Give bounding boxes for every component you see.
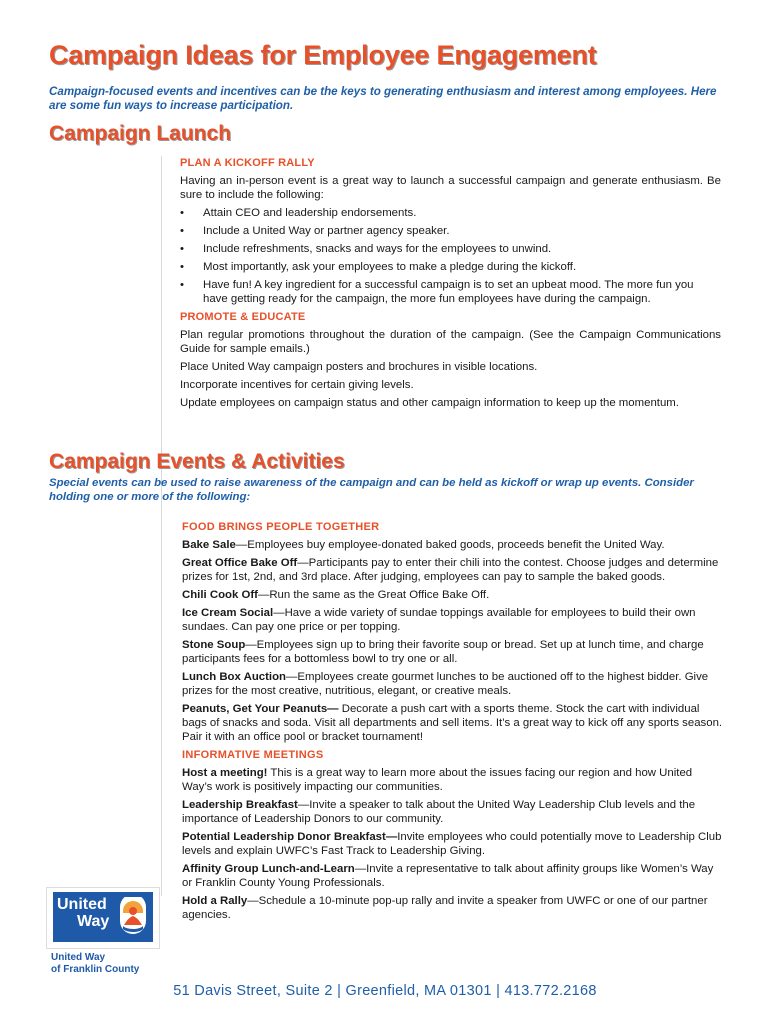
item-name: Potential Leadership Donor Breakfast— (182, 831, 398, 843)
item-separator: — (245, 639, 257, 651)
list-item (182, 670, 724, 698)
list-item: • Include a United Way or partner agency speaker. (180, 224, 721, 238)
item-text: Decorate a push cart with a sports theme. Stock the cart with individual bags of snacks and soda. Visit all departments and sell items. It’s a great way to kick off any sports season. Pair it with an office pool or bracket tournament! (182, 703, 723, 743)
logo-background (53, 892, 153, 942)
campaign-events-section (182, 520, 724, 926)
promote-heading: PROMOTE & EDUCATE (180, 311, 306, 323)
list-item (182, 556, 724, 584)
logo-wordmark (57, 896, 117, 930)
item-name: Ice Cream Social (182, 607, 274, 619)
united-way-emblem-icon (117, 897, 149, 937)
list-item (182, 798, 724, 826)
item-separator: — (285, 671, 298, 683)
item-name: Chili Cook Off (182, 589, 258, 601)
list-item (182, 638, 724, 666)
kickoff-text: Having an in-person event is a great way to launch a successful campaign and generate enthusiasm. Be sure to include the following: (180, 175, 721, 201)
item-text: Invite a speaker to talk about the United Way Leadership Club levels and the importance of Leadership Donors to our community. (182, 799, 696, 825)
logo-caption-line-2: of Franklin County (51, 964, 140, 975)
item-separator: — (354, 863, 367, 875)
campaign-launch-heading: Campaign Launch (49, 122, 232, 145)
item-name: Host a meeting! (182, 767, 268, 779)
page-title: Campaign Ideas for Employee Engagement (49, 40, 597, 70)
promote-paragraph: Update employees on campaign status and other campaign information to keep up the momentum. (180, 397, 679, 409)
food-heading: FOOD BRINGS PEOPLE TOGETHER (182, 521, 380, 533)
promote-paragraph: Plan regular promotions throughout the duration of the campaign. (See the Campaign Communications Guide for sample emails.) (180, 329, 721, 355)
logo-line-2: Way (77, 913, 110, 930)
list-item: • Attain CEO and leadership endorsements. (180, 206, 721, 220)
info-items-list (182, 766, 724, 922)
item-name: Hold a Rally (182, 895, 248, 907)
item-text: Employees sign up to bring their favorite soup or bread. Set up at lunch time, and charge participants fees for a bottomless bowl to try one or all. (182, 639, 704, 665)
item-text: Schedule a 10-minute pop-up rally and invite a speaker from UWFC or one of our partner agencies. (182, 895, 708, 921)
item-name: Affinity Group Lunch-and-Learn (182, 863, 355, 875)
list-item (182, 766, 724, 794)
item-text: Participants pay to enter their chili into the contest. Choose judges and determine prizes for 1st, 2nd, and 3rd place. After judging, employees can pay to sample the baked goods. (182, 557, 719, 583)
kickoff-list (180, 206, 721, 306)
item-separator: — (297, 557, 309, 569)
item-name: Bake Sale (182, 539, 236, 551)
list-item: • Have fun! A key ingredient for a successful campaign is to set an upbeat mood. The more fun you have getting ready for the campaign, the more fun employees have during the campaign. (180, 278, 721, 306)
item-text: Employees buy employee-donated baked goods, proceeds benefit the United Way. (247, 539, 665, 551)
logo-caption (51, 952, 139, 976)
list-item: • Most importantly, ask your employees to make a pledge during the kickoff. (180, 260, 721, 274)
item-name: Lunch Box Auction (182, 671, 286, 683)
promote-paragraph: Incorporate incentives for certain giving levels. (180, 379, 414, 391)
united-way-logo (46, 887, 160, 949)
item-text: Invite a representative to talk about affinity groups like Women’s Way or Franklin County Young Professionals. (182, 863, 714, 889)
list-item (182, 894, 724, 922)
campaign-launch-section (180, 156, 721, 414)
list-item (182, 538, 724, 552)
item-text: Employees create gourmet lunches to be auctioned off to the highest bidder. Give prizes for the most creative, nutritious, elegant, or creative meals. (182, 671, 709, 697)
item-text: Run the same as the Great Office Bake Off. (269, 589, 490, 601)
logo-caption-line-1: United Way (51, 952, 106, 963)
item-text: Have a wide variety of sundae toppings available for employees to build their own sundaes. Can pay one price or per topping. (182, 607, 696, 633)
item-separator: — (297, 799, 310, 811)
list-item: • Include refreshments, snacks and ways for the employees to unwind. (180, 242, 721, 256)
info-heading: INFORMATIVE MEETINGS (182, 749, 324, 761)
column-divider (161, 156, 162, 896)
item-name: Peanuts, Get Your Peanuts— (182, 703, 339, 715)
list-item (182, 588, 724, 602)
logo-line-1: United (57, 896, 107, 913)
item-separator: — (247, 895, 259, 907)
list-item (182, 862, 724, 890)
item-name: Leadership Breakfast (182, 799, 298, 811)
item-separator: — (273, 607, 285, 619)
item-name: Stone Soup (182, 639, 246, 651)
intro-text: Campaign-focused events and incentives can be the keys to generating enthusiasm and interest among employees. Here are some fun ways to increase participation. (49, 85, 717, 112)
item-name: Great Office Bake Off (182, 557, 298, 569)
item-text: This is a great way to learn more about the issues facing our region and how United Way’s work is positively impacting our communities. (182, 767, 693, 793)
item-text: Invite employees who could potentially move to Leadership Club levels and explain UWFC’s Fast Track to Leadership Giving. (182, 831, 722, 857)
list-item (182, 830, 724, 858)
list-item (182, 702, 724, 744)
events-intro-text: Special events can be used to raise awareness of the campaign and can be held as kickoff or wrap up events. Consider holding one or more of the following: (49, 477, 694, 503)
promote-paragraph: Place United Way campaign posters and brochures in visible locations. (180, 361, 538, 373)
footer-address: 51 Davis Street, Suite 2 | Greenfield, MA 01301 | 413.772.2168 (173, 983, 597, 999)
item-separator: — (257, 589, 270, 601)
item-separator: — (235, 539, 248, 551)
food-items-list (182, 538, 724, 744)
campaign-events-heading: Campaign Events & Activities (49, 450, 345, 473)
kickoff-heading: PLAN A KICKOFF RALLY (180, 157, 315, 169)
list-item (182, 606, 724, 634)
